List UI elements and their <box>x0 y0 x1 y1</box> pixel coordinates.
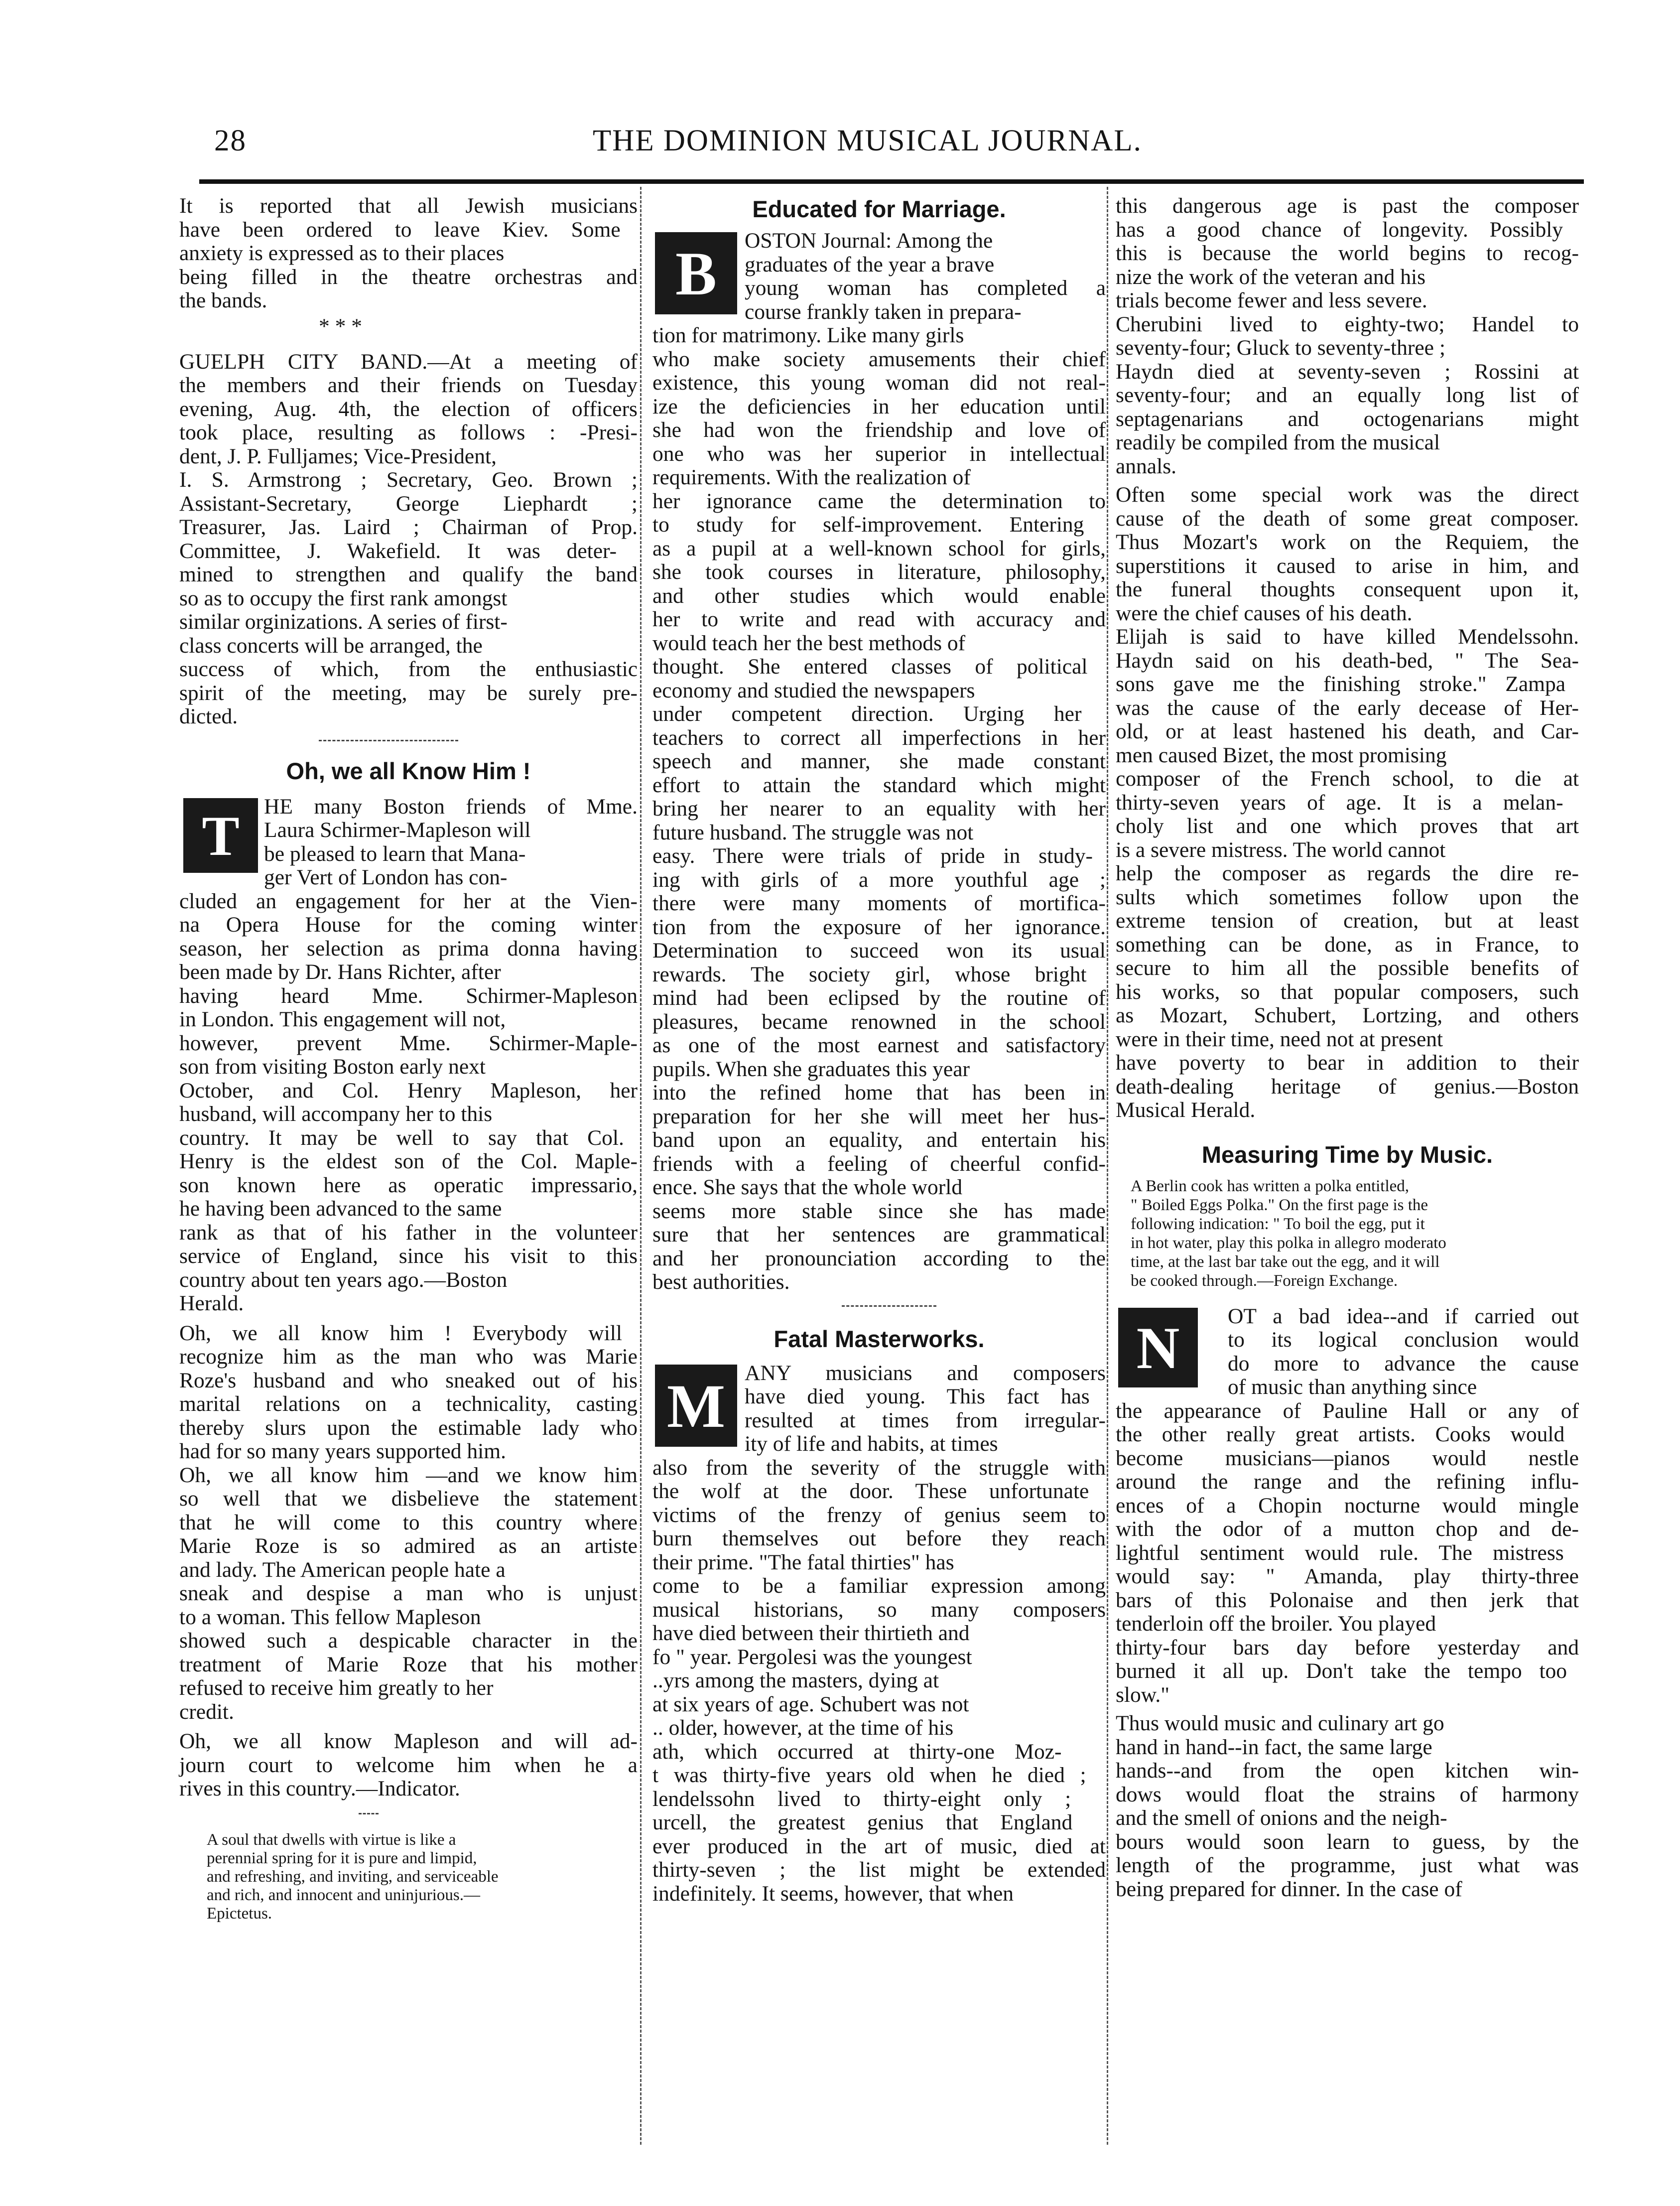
paragraph-line: graduates of the year a brave <box>745 252 995 276</box>
paragraph-line: come to be a familiar expression among <box>652 1574 1106 1598</box>
paragraph-line: there were many moments of mortifica- <box>652 891 1106 915</box>
section-stars: * * * <box>319 314 362 338</box>
paragraph-line: being filled in the theatre orchestras and <box>179 265 638 289</box>
paragraph-line: were the chief causes of his death. <box>1116 601 1413 625</box>
dropcap-M-letter: M <box>666 1372 726 1440</box>
column-divider-right <box>1107 187 1108 2145</box>
note-line: time, at the last bar take out the egg, and it will <box>1131 1252 1440 1271</box>
section-title: Oh, we all Know Him ! <box>286 757 531 784</box>
paragraph-line: Cherubini lived to eighty-two; Handel to <box>1116 312 1579 336</box>
paragraph-line: sons gave me the finishing stroke." Zampa <box>1116 672 1566 696</box>
paragraph-line: Oh, we all know Mapleson and will ad- <box>179 1729 638 1753</box>
paragraph-line: as one of the most earnest and satisfactory <box>652 1033 1106 1057</box>
section-title: Educated for Marriage. <box>752 196 1006 222</box>
paragraph-line: and the smell of onions and the neigh- <box>1116 1806 1447 1830</box>
paragraph-line: lendelssohn lived to thirty-eight only ; <box>652 1787 1071 1811</box>
paragraph-line: rives in this country.—Indicator. <box>179 1777 460 1800</box>
paragraph-line: friends with a feeling of cheerful confid- <box>652 1151 1106 1176</box>
paragraph-line: ..yrs among the masters, dying at <box>652 1668 939 1692</box>
paragraph-line: superstitions it caused to arise in him, and <box>1116 553 1579 578</box>
paragraph-line: of music than anything since <box>1228 1375 1477 1399</box>
paragraph-line: best authorities. <box>652 1270 790 1294</box>
paragraph-line: the appearance of Pauline Hall or any of <box>1116 1398 1579 1423</box>
paragraph-line: being prepared for dinner. In the case of <box>1116 1877 1462 1901</box>
paragraph-line: ANY musicians and composers <box>745 1361 1106 1385</box>
paragraph-line: na Opera House for the coming winter <box>179 913 638 937</box>
paragraph-line: composer of the French school, to die at <box>1116 767 1579 791</box>
paragraph-line: and lady. The American people hate a <box>179 1557 506 1582</box>
paragraph-line: GUELPH CITY BAND.—At a meeting of <box>179 349 638 374</box>
paragraph-line: Oh, we all know him —and we know him <box>179 1463 638 1487</box>
paragraph-line: HE many Boston friends of Mme. <box>264 794 638 819</box>
paragraph-line: cluded an engagement for her at the Vien- <box>179 889 638 913</box>
paragraph-line: seventy-four; Gluck to seventy-three ; <box>1116 336 1445 360</box>
paragraph-line: showed such a despicable character in the <box>179 1629 638 1653</box>
paragraph-line: treatment of Marie Roze that his mother <box>179 1652 638 1676</box>
paragraph-line: the funeral thoughts consequent upon it, <box>1116 577 1579 601</box>
paragraph-line: the bands. <box>179 288 267 312</box>
separator-rule <box>359 1813 379 1816</box>
paragraph-line: service of England, since his visit to this <box>179 1244 638 1268</box>
paragraph-line: Assistant-Secretary, George Liephardt ; <box>179 491 638 516</box>
paragraph-line: Herald. <box>179 1291 244 1315</box>
paragraph-line: she had won the friendship and love of <box>652 418 1106 442</box>
paragraph-line: sults which sometimes follow upon the <box>1116 885 1579 909</box>
paragraph-line: existence, this young woman did not real- <box>652 371 1106 395</box>
paragraph-line: burned it all up. Don't take the tempo too <box>1116 1659 1567 1683</box>
paragraph-line: men caused Bizet, the most promising <box>1116 743 1447 767</box>
paragraph-line: were in their time, need not at present <box>1116 1027 1443 1051</box>
paragraph-line: nize the work of the veteran and his <box>1116 265 1426 289</box>
paragraph-line: his works, so that popular composers, such <box>1116 979 1579 1004</box>
paragraph-line: have poverty to bear in addition to their <box>1116 1051 1579 1075</box>
paragraph-line: Marie Roze is so admired as an artiste <box>179 1534 638 1558</box>
paragraph-line: seems more stable since she has made <box>652 1199 1106 1223</box>
paragraph-line: husband, will accompany her to this <box>179 1102 493 1126</box>
note-line: following indication: " To boil the egg, put it <box>1131 1215 1425 1233</box>
paragraph-line: she took courses in literature, philosophy, <box>652 560 1106 584</box>
quote-line: perennial spring for it is pure and limpid, <box>207 1849 477 1867</box>
paragraph-line: thereby slurs upon the estimable lady who <box>179 1415 638 1440</box>
paragraph-line: fo " year. Pergolesi was the youngest <box>652 1645 972 1669</box>
dropcap-T <box>183 798 258 873</box>
paragraph-line: indefinitely. It seems, however, that when <box>652 1881 1014 1906</box>
paragraph-line: young woman has completed a <box>745 276 1106 300</box>
paragraph-line: requirements. With the realization of <box>652 465 971 489</box>
paragraph-line: effort to attain the standard which might <box>652 773 1106 797</box>
paragraph-line: ize the deficiencies in her education until <box>652 394 1106 418</box>
paragraph-line: marital relations on a technicality, casting <box>179 1392 638 1416</box>
paragraph-line: that he will come to this country where <box>179 1510 638 1534</box>
paragraph-line: and her pronounciation according to the <box>652 1246 1106 1270</box>
paragraph-line: teachers to correct all imperfections in her <box>652 725 1106 750</box>
paragraph-line: resulted at times from irregular- <box>745 1408 1106 1432</box>
paragraph-line: readily be compiled from the musical <box>1116 430 1440 454</box>
paragraph-line: preparation for her she will meet her hus- <box>652 1104 1106 1128</box>
paragraph-line: pleasures, became renowned in the school <box>652 1009 1106 1034</box>
paragraph-line: Oh, we all know him ! Everybody will <box>179 1321 622 1345</box>
paragraph-line: ity of life and habits, at times <box>745 1432 998 1456</box>
paragraph-line: ath, which occurred at thirty-one Moz- <box>652 1739 1062 1764</box>
paragraph-line: however, prevent Mme. Schirmer-Maple- <box>179 1031 638 1055</box>
paragraph-line: annals. <box>1116 454 1177 478</box>
paragraph-line: sneak and despise a man who is unjust <box>179 1581 638 1605</box>
quote-line: and refreshing, and inviting, and serviceable <box>207 1867 499 1886</box>
paragraph-line: her to write and read with accuracy and <box>652 607 1106 631</box>
paragraph-line: journ court to welcome him when he a <box>179 1753 638 1777</box>
paragraph-line: this dangerous age is past the composer <box>1116 194 1579 218</box>
paragraph-line: victims of the frenzy of genius seem to <box>652 1503 1106 1527</box>
paragraph-line: class concerts will be arranged, the <box>179 633 483 658</box>
paragraph-line: economy and studied the newspapers <box>652 678 975 702</box>
paragraph-line: Laura Schirmer-Mapleson will <box>264 818 531 842</box>
paragraph-line: pupils. When she graduates this year <box>652 1057 970 1081</box>
paragraph-line: evening, Aug. 4th, the election of officers <box>179 397 638 421</box>
note-line: A Berlin cook has written a polka entitled, <box>1131 1177 1410 1195</box>
paragraph-line: death-dealing heritage of genius.—Boston <box>1116 1074 1579 1099</box>
paragraph-line: dent, J. P. Fulljames; Vice-President, <box>179 444 497 468</box>
section-title: Measuring Time by Music. <box>1201 1141 1493 1168</box>
paragraph-line: credit. <box>179 1699 234 1724</box>
paragraph-line: trials become fewer and less severe. <box>1116 288 1427 312</box>
paragraph-line: Treasurer, Jas. Laird ; Chairman of Prop. <box>179 515 638 539</box>
paragraph-line: tenderloin off the broiler. You played <box>1116 1612 1436 1636</box>
paragraph-line: It is reported that all Jewish musicians <box>179 194 638 218</box>
paragraph-line: t was thirty-five years old when he died ; <box>652 1763 1086 1787</box>
paragraph-line: to study for self-improvement. Entering <box>652 513 1084 537</box>
paragraph-line: Haydn died at seventy-seven ; Rossini at <box>1116 359 1579 384</box>
paragraph-line: the wolf at the door. These unfortunate <box>652 1479 1089 1503</box>
paragraph-line: who make society amusements their chief <box>652 347 1106 371</box>
note-line: be cooked through.—Foreign Exchange. <box>1131 1271 1398 1290</box>
paragraph-line: help the composer as regards the dire re- <box>1116 861 1579 885</box>
paragraph-line: season, her selection as prima donna having <box>179 936 638 961</box>
paragraph-line: would say: " Amanda, play thirty-three <box>1116 1564 1579 1588</box>
journal-title: THE DOMINION MUSICAL JOURNAL. <box>593 124 1142 157</box>
paragraph-line: .. older, however, at the time of his <box>652 1716 954 1740</box>
paragraph-line: under competent direction. Urging her <box>652 702 1082 726</box>
paragraph-line: seventy-four; and an equally long list of <box>1116 383 1579 407</box>
paragraph-line: dicted. <box>179 704 238 728</box>
paragraph-line: the other really great artists. Cooks would <box>1116 1422 1565 1446</box>
paragraph-line: her ignorance came the determination to <box>652 489 1106 513</box>
paragraph-line: speech and manner, she made constant <box>652 749 1106 773</box>
paragraph-line: one who was her superior in intellectual <box>652 441 1106 466</box>
paragraph-line: dows would float the strains of harmony <box>1116 1782 1579 1806</box>
paragraph-line: Elijah is said to have killed Mendelssohn. <box>1116 625 1579 649</box>
paragraph-line: ences of a Chopin nocturne would mingle <box>1116 1493 1579 1517</box>
paragraph-line: rewards. The society girl, whose bright <box>652 962 1087 986</box>
paragraph-line: urcell, the greatest genius that England <box>652 1810 1073 1834</box>
paragraph-line: become musicians—pianos would nestle <box>1116 1446 1579 1470</box>
paragraph-line: lightful sentiment would rule. The mistress <box>1116 1540 1564 1565</box>
paragraph-line: ence. She says that the whole world <box>652 1175 963 1199</box>
paragraph-line: Roze's husband and who sneaked out of his <box>179 1368 638 1392</box>
paragraph-line: Thus Mozart's work on the Requiem, the <box>1116 530 1579 554</box>
paragraph-line: the members and their friends on Tuesday <box>179 373 638 397</box>
note-line: in hot water, play this polka in allegro moderato <box>1131 1234 1446 1252</box>
paragraph-line: with the odor of a mutton chop and de- <box>1116 1517 1579 1541</box>
paragraph-line: so as to occupy the first rank amongst <box>179 586 508 610</box>
paragraph-line: I. S. Armstrong ; Secretary, Geo. Brown ; <box>179 468 638 492</box>
paragraph-line: would teach her the best methods of <box>652 631 966 655</box>
paragraph-line: took place, resulting as follows : -Presi- <box>179 420 638 444</box>
paragraph-line: is a severe mistress. The world cannot <box>1116 837 1446 862</box>
paragraph-line: as a pupil at a well-known school for girls, <box>652 536 1106 560</box>
paragraph-line: son from visiting Boston early next <box>179 1055 486 1079</box>
paragraph-line: country about ten years ago.—Boston <box>179 1267 508 1292</box>
paragraph-line: thirty-four bars day before yesterday and <box>1116 1635 1579 1659</box>
paragraph-line: has a good chance of longevity. Possibly <box>1116 217 1563 242</box>
paragraph-line: Often some special work was the direct <box>1116 483 1579 507</box>
paragraph-line: Thus would music and culinary art go <box>1116 1711 1444 1735</box>
separator-rule <box>319 740 458 743</box>
paragraph-line: length of the programme, just what was <box>1116 1853 1579 1877</box>
paragraph-line: also from the severity of the struggle with <box>652 1455 1106 1480</box>
paragraph-line: Committee, J. Wakefield. It was deter- <box>179 539 617 563</box>
paragraph-line: ing with girls of a more youthful age ; <box>652 867 1106 892</box>
paragraph-line: tion for matrimony. Like many girls <box>652 323 964 347</box>
header-rule <box>199 179 1584 184</box>
paragraph-line: and other studies which would enable <box>652 583 1106 608</box>
column-divider-left <box>640 187 642 2145</box>
dropcap-N <box>1118 1308 1198 1387</box>
paragraph-line: septagenarians and octogenarians might <box>1116 407 1579 431</box>
paragraph-line: tion from the exposure of her ignorance. <box>652 915 1106 939</box>
paragraph-line: this is because the world begins to recog- <box>1116 241 1579 265</box>
paragraph-line: course frankly taken in prepara- <box>745 299 1022 324</box>
paragraph-line: OSTON Journal: Among the <box>745 229 993 253</box>
paragraph-line: around the range and the refining influ- <box>1116 1470 1579 1494</box>
paragraph-line: have died between their thirtieth and <box>652 1621 970 1645</box>
paragraph-line: rank as that of his father in the volunteer <box>179 1220 638 1244</box>
paragraph-line: Henry is the eldest son of the Col. Maple- <box>179 1149 638 1173</box>
paragraph-line: future husband. The struggle was not <box>652 820 974 844</box>
paragraph-line: as Mozart, Schubert, Lortzing, and others <box>1116 1003 1579 1027</box>
paragraph-line: having heard Mme. Schirmer-Mapleson <box>179 983 638 1008</box>
dropcap-B <box>655 232 737 314</box>
paragraph-line: thirty-seven ; the list might be extended <box>652 1858 1106 1882</box>
dropcap-M <box>655 1365 737 1447</box>
paragraph-line: be pleased to learn that Mana- <box>264 841 526 866</box>
paragraph-line: October, and Col. Henry Mapleson, her <box>179 1078 638 1103</box>
paragraph-line: ger Vert of London has con- <box>264 865 508 889</box>
paragraph-line: hand in hand--in fact, the same large <box>1116 1735 1432 1759</box>
paragraph-line: choly list and one which proves that art <box>1116 814 1579 838</box>
quote-line: Epictetus. <box>207 1904 272 1923</box>
section-title: Fatal Masterworks. <box>774 1325 985 1352</box>
paragraph-line: at six years of age. Schubert was not <box>652 1692 969 1716</box>
paragraph-line: have been ordered to leave Kiev. Some <box>179 217 621 242</box>
paragraph-line: he having been advanced to the same <box>179 1197 502 1221</box>
paragraph-line: have died young. This fact has <box>745 1384 1090 1408</box>
paragraph-line: into the refined home that has been in <box>652 1081 1106 1104</box>
paragraph-line: something can be done, as in France, to <box>1116 932 1579 957</box>
paragraph-line: musical historians, so many composers <box>652 1597 1106 1622</box>
dropcap-N-letter: N <box>1136 1315 1180 1381</box>
paragraph-line: band upon an equality, and entertain his <box>652 1128 1106 1152</box>
separator-rule <box>842 1305 936 1308</box>
paragraph-line: in London. This engagement will not, <box>179 1007 506 1031</box>
paragraph-line: slow." <box>1116 1682 1169 1707</box>
paragraph-line: burn themselves out before they reach <box>652 1526 1106 1550</box>
paragraph-line: similar orginizations. A series of first- <box>179 610 508 634</box>
paragraph-line: son known here as operatic impressario, <box>179 1173 638 1197</box>
paragraph-line: mind had been eclipsed by the routine of <box>652 986 1106 1010</box>
paragraph-line: thought. She entered classes of political <box>652 655 1088 679</box>
quote-line: and rich, and innocent and uninjurious.— <box>207 1886 480 1904</box>
paragraph-line: bring her nearer to an equality with her <box>652 797 1106 821</box>
paragraph-line: ever produced in the art of music, died at <box>652 1834 1106 1858</box>
paragraph-line: old, or at least hastened his death, and Car- <box>1116 719 1579 743</box>
paragraph-line: recognize him as the man who was Marie <box>179 1345 638 1369</box>
paragraph-line: so well that we disbelieve the statement <box>179 1487 638 1511</box>
paragraph-line: anxiety is expressed as to their places <box>179 241 505 265</box>
paragraph-line: thirty-seven years of age. It is a melan- <box>1116 790 1563 815</box>
quote-line: A soul that dwells with virtue is like a <box>207 1830 456 1849</box>
paragraph-line: Haydn said on his death-bed, " The Sea- <box>1116 648 1579 673</box>
paragraph-line: sure that her sentences are grammatical <box>652 1223 1106 1246</box>
paragraph-line: Musical Herald. <box>1116 1098 1256 1122</box>
paragraph-line: to a woman. This fellow Mapleson <box>179 1605 481 1629</box>
paragraph-line: refused to receive him greatly to her <box>179 1676 494 1700</box>
paragraph-line: their prime. "The fatal thirties" has <box>652 1550 954 1574</box>
paragraph-line: cause of the death of some great composer. <box>1116 506 1579 531</box>
paragraph-line: been made by Dr. Hans Richter, after <box>179 960 501 984</box>
paragraph-line: bours would soon learn to guess, by the <box>1116 1829 1579 1854</box>
paragraph-line: hands--and from the open kitchen win- <box>1116 1759 1579 1783</box>
dropcap-T-letter: T <box>202 805 240 867</box>
paragraph-line: had for so many years supported him. <box>179 1439 506 1463</box>
paragraph-line: was the cause of the early decease of Her- <box>1116 695 1579 720</box>
dropcap-B-letter: B <box>675 240 717 308</box>
paragraph-line: to its logical conclusion would <box>1228 1328 1579 1352</box>
note-line: " Boiled Eggs Polka." On the first page is the <box>1131 1196 1428 1214</box>
paragraph-line: success of which, from the enthusiastic <box>179 657 638 681</box>
paragraph-line: OT a bad idea--and if carried out <box>1228 1304 1579 1328</box>
paragraph-line: easy. There were trials of pride in study- <box>652 844 1093 868</box>
page-number: 28 <box>214 124 247 157</box>
paragraph-line: country. It may be well to say that Col. <box>179 1125 624 1150</box>
paragraph-line: mined to strengthen and qualify the band <box>179 562 638 586</box>
paragraph-line: do more to advance the cause <box>1228 1351 1579 1376</box>
paragraph-line: extreme tension of creation, but at least <box>1116 909 1579 933</box>
paragraph-line: Determination to succeed won its usual <box>652 939 1106 963</box>
paragraph-line: spirit of the meeting, may be surely pre- <box>179 681 638 705</box>
paragraph-line: secure to him all the possible benefits of <box>1116 956 1579 980</box>
paragraph-line: bars of this Polonaise and then jerk that <box>1116 1588 1579 1612</box>
